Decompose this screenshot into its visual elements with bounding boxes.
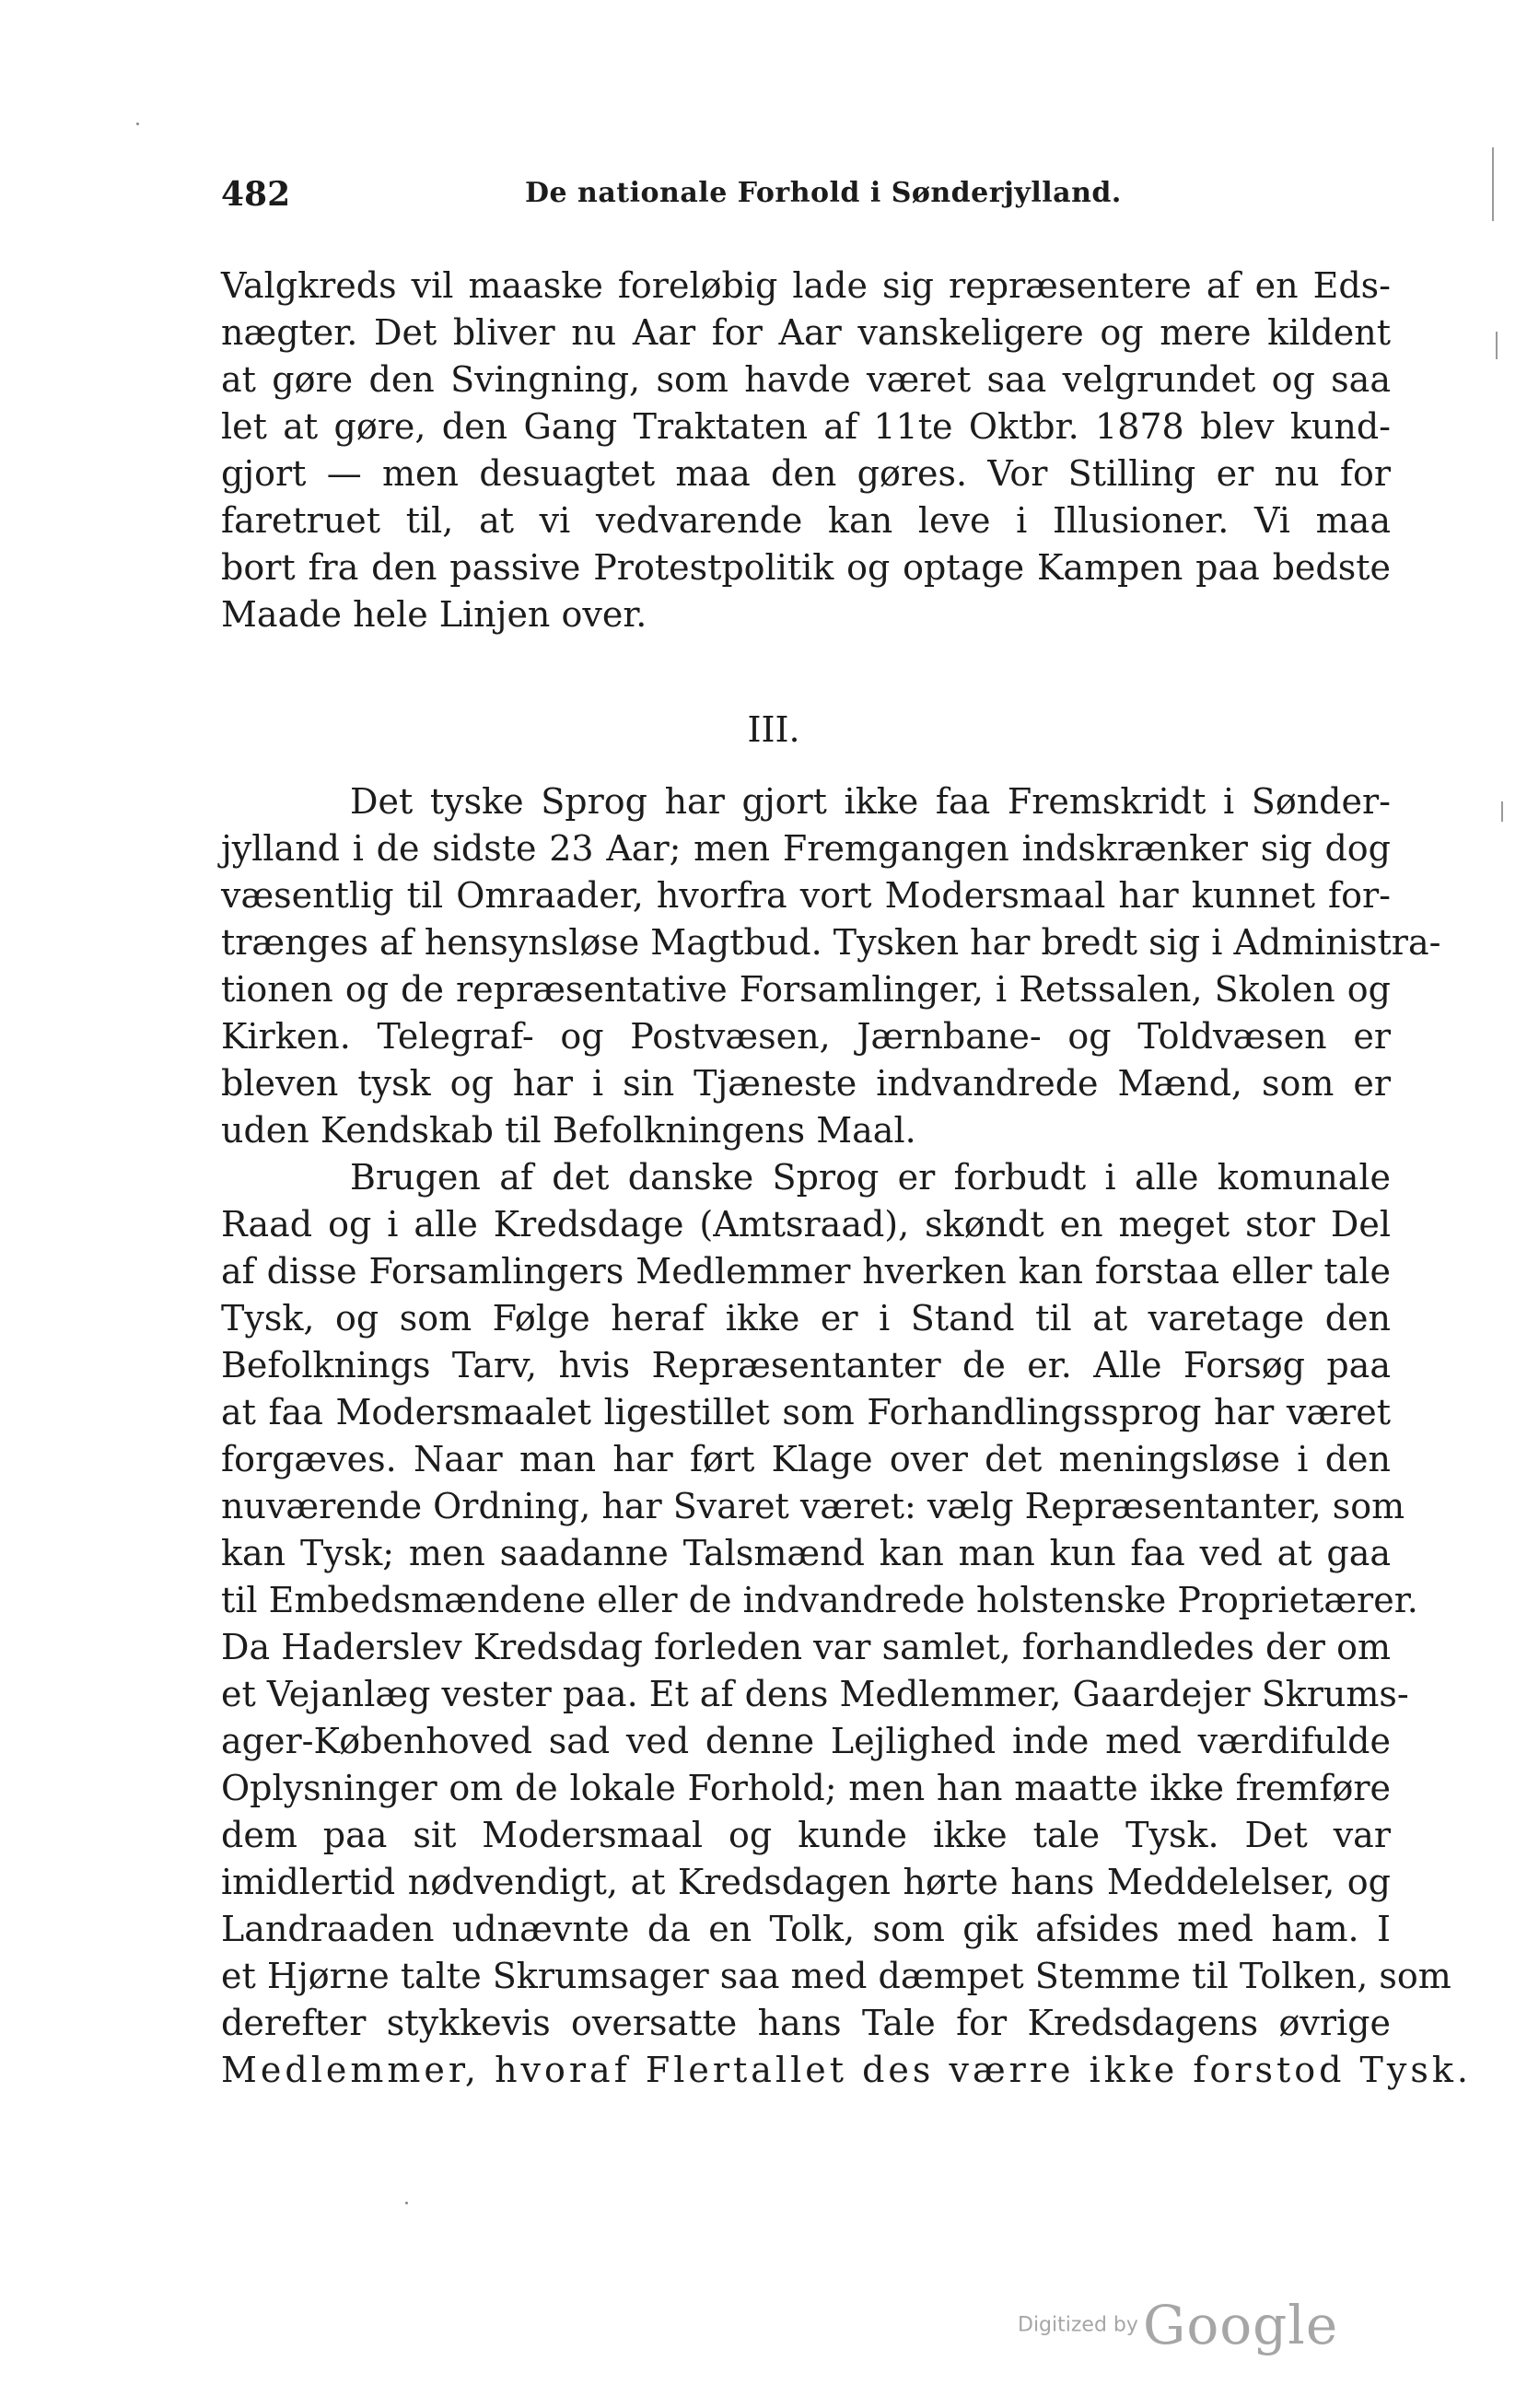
digitized-by-google-watermark <box>1018 2294 1349 2358</box>
scan-dust-mark <box>405 2202 408 2204</box>
page-number: 482 <box>221 175 291 214</box>
scan-dust-mark <box>136 123 139 125</box>
text-line: ager-Københoved sad ved denne Lejlighed inde med værdifulde <box>221 1721 1391 1761</box>
text-line: nægter. Det bliver nu Aar for Aar vanskeligere og mere kildent <box>221 312 1391 353</box>
text-line: et Vejanlæg vester paa. Et af dens Medlemmer, Gaardejer Skrums- <box>221 1674 1409 1714</box>
text-line: Det tyske Sprog har gjort ikke faa Fremskridt i Sønder- <box>350 781 1391 822</box>
text-line: Brugen af det danske Sprog er forbudt i alle komunale <box>350 1157 1391 1198</box>
text-line: af disse Forsamlingers Medlemmer hverken kan forstaa eller tale <box>221 1251 1391 1292</box>
text-line: let at gøre, den Gang Traktaten af 11te Oktbr. 1878 blev kund- <box>221 406 1391 447</box>
text-line: forgæves. Naar man har ført Klage over det meningsløse i den <box>221 1439 1391 1479</box>
text-line: dem paa sit Modersmaal og kunde ikke tale Tysk. Det var <box>221 1815 1391 1855</box>
text-line: et Hjørne talte Skrumsager saa med dæmpet Stemme til Tolken, som <box>221 1956 1451 1996</box>
text-line: Kirken. Telegraf- og Postvæsen, Jærnbane- og Toldvæsen er <box>221 1016 1391 1057</box>
text-line: imidlertid nødvendigt, at Kredsdagen hørte hans Meddelelser, og <box>221 1862 1391 1902</box>
text-line: bort fra den passive Protestpolitik og optage Kampen paa bedste <box>221 547 1391 588</box>
text-line: Valgkreds vil maaske foreløbig lade sig repræsentere af en Eds- <box>221 265 1391 306</box>
text-line: Da Haderslev Kredsdag forleden var samlet, forhandledes der om <box>221 1627 1391 1667</box>
text-line: gjort — men desuagtet maa den gøres. Vor Stilling er nu for <box>221 453 1391 494</box>
text-line: nuværende Ordning, har Svaret været: vælg Repræsentanter, som <box>221 1486 1405 1526</box>
text-line: faretruet til, at vi vedvarende kan leve i Illusioner. Vi maa <box>221 500 1391 541</box>
text-line: trænges af hensynsløse Magtbud. Tysken har bredt sig i Administra- <box>221 922 1441 963</box>
text-line: at faa Modersmaalet ligestillet som Forhandlingssprog har været <box>221 1392 1391 1432</box>
text-line: Maade hele Linjen over. <box>221 594 647 635</box>
text-line: Landraaden udnævnte da en Tolk, som gik afsides med ham. I <box>221 1909 1391 1949</box>
section-heading: III. <box>747 709 800 750</box>
text-line: Tysk, og som Følge heraf ikke er i Stand til at varetage den <box>221 1298 1391 1338</box>
text-line: derefter stykkevis oversatte hans Tale for Kredsdagens øvrige <box>221 2003 1391 2043</box>
text-line: til Embedsmændene eller de indvandrede holstenske Proprietærer. <box>221 1580 1418 1620</box>
text-line: at gøre den Svingning, som havde været saa velgrundet og saa <box>221 359 1391 400</box>
text-line: Raad og i alle Kredsdage (Amtsraad), skøndt en meget stor Del <box>221 1204 1391 1245</box>
page-header <box>221 175 1391 221</box>
text-line: kan Tysk; men saadanne Talsmænd kan man kun faa ved at gaa <box>221 1533 1391 1573</box>
watermark-prefix: Digitized by <box>1018 2313 1138 2337</box>
text-line: bleven tysk og har i sin Tjæneste indvandrede Mænd, som er <box>221 1063 1391 1104</box>
scan-edge-mark <box>1492 147 1494 221</box>
text-line: uden Kendskab til Befolkningens Maal. <box>221 1110 916 1151</box>
text-line: Medlemmer, hvoraf Flertallet des værre ikke forstod Tysk. <box>221 2050 1472 2090</box>
scan-edge-mark <box>1496 332 1498 359</box>
text-line: væsentlig til Omraader, hvorfra vort Modersmaal har kunnet for- <box>221 875 1391 916</box>
text-line: Befolknings Tarv, hvis Repræsentanter de er. Alle Forsøg paa <box>221 1345 1391 1385</box>
text-line: Oplysninger om de lokale Forhold; men han maatte ikke fremføre <box>221 1768 1391 1808</box>
scan-edge-mark <box>1501 801 1503 822</box>
text-line: tionen og de repræsentative Forsamlinger, i Retssalen, Skolen og <box>221 969 1391 1010</box>
google-logo: Google <box>1143 2294 1339 2356</box>
running-title: De nationale Forhold i Sønderjylland. <box>525 177 1122 209</box>
text-line: jylland i de sidste 23 Aar; men Fremgangen indskrænker sig dog <box>221 828 1391 869</box>
